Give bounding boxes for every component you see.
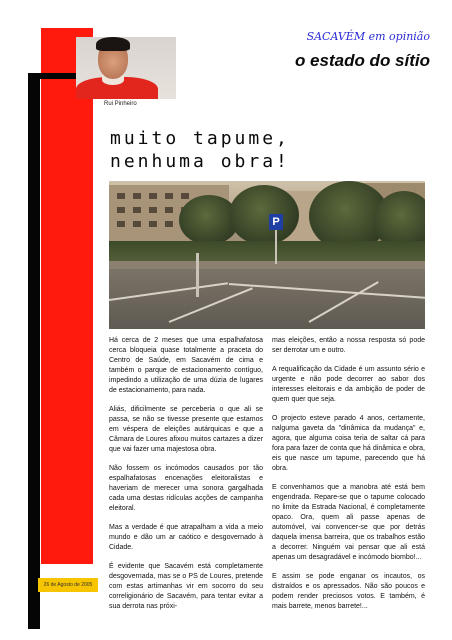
author-name: Rui Pinheiro [104,101,137,107]
author-photo [76,37,176,99]
black-accent-bar [28,73,40,629]
paragraph: E convenhamos que a manobra até está bem engendrada. Repare-se que o tapume colocado no limite da Estrada Nacional, é completamente opaco. Ora, quem ali passe apenas de automóvel, vai convencer-se que por detrás daquela imensa barreira, que os trabalhos estão a decorrer. Ninguém vai pensar que ali está apenas um desagradável e incómodo biombo!... [272,484,425,561]
article-column-right [272,336,425,621]
paragraph: Aliás, dificilmente se perceberia o que ali se passa, se não se tivesse presente que estamos em véspera de eleições autárquicas e que a Câmara de Loures afixou muitos cartazes a dizer que vai fazer uma majestosa obra. [109,406,263,453]
section-title: SACAVÉM em opinião [306,30,430,43]
article-column-left [109,336,263,621]
paragraph: E assim se pode enganar os incautos, os distraídos e os apressados. Não são poucos e podem render preciosos votos. E também, é mais barrete, menos barrete!... [272,573,425,610]
red-accent-bar [41,28,93,564]
date-tag: 26 de Agosto de 2005 [38,578,98,592]
paragraph: Não fossem os incómodos causados por tão espalhafatosas encenações eleitoralistas e haveriam de merecer uma sonora gargalhada cada uma destas ridículas acções de campanha eleitoral. [109,465,263,512]
column-title: o estado do sítio [294,51,430,70]
headline-line-1: muito tapume, [110,128,290,149]
street-photo [109,181,425,329]
paragraph: O projecto esteve parado 4 anos, certamente, nalguma gaveta da "dinâmica da mudança" e, agora, que alguma coisa teria de saltar cá para fora para fazer de conta que há dinâmica e obra, eis que nasce um tapume, parecendo que há obra. [272,415,425,472]
paragraph: Mas a verdade é que atrapalham a vida a meio mundo e dão um ar caótico e desgovernado à Cidade. [109,524,263,551]
paragraph: A requalificação da Cidade é um assunto sério e urgente e não pode decorrer ao sabor dos interesses eleitorais e da ambição de poder de quem quer que seja. [272,366,425,403]
headline-line-2: nenhuma obra! [110,151,290,172]
paragraph: Há cerca de 2 meses que uma espalhafatosa cerca bloqueia quase totalmente a praceta do Centro de Saúde, em Sacavém de cima e também o parque de estacionamento contíguo, impedindo a utilização de uma dúzia de lugares de estacionamento, para nada. [109,337,263,394]
article-headline [110,127,430,173]
paragraph: É evidente que Sacavém está completamente desgovernada, mas se o PS de Loures, pretende com estas artimanhas vir em socorro do seu correligionário de Sacavém, para tentar evitar a sua derrota nas próxi- [109,563,263,610]
parking-sign: P [269,214,283,230]
paragraph: mas eleições, então a nossa resposta só pode ser derrotar um e outro. [272,337,425,354]
